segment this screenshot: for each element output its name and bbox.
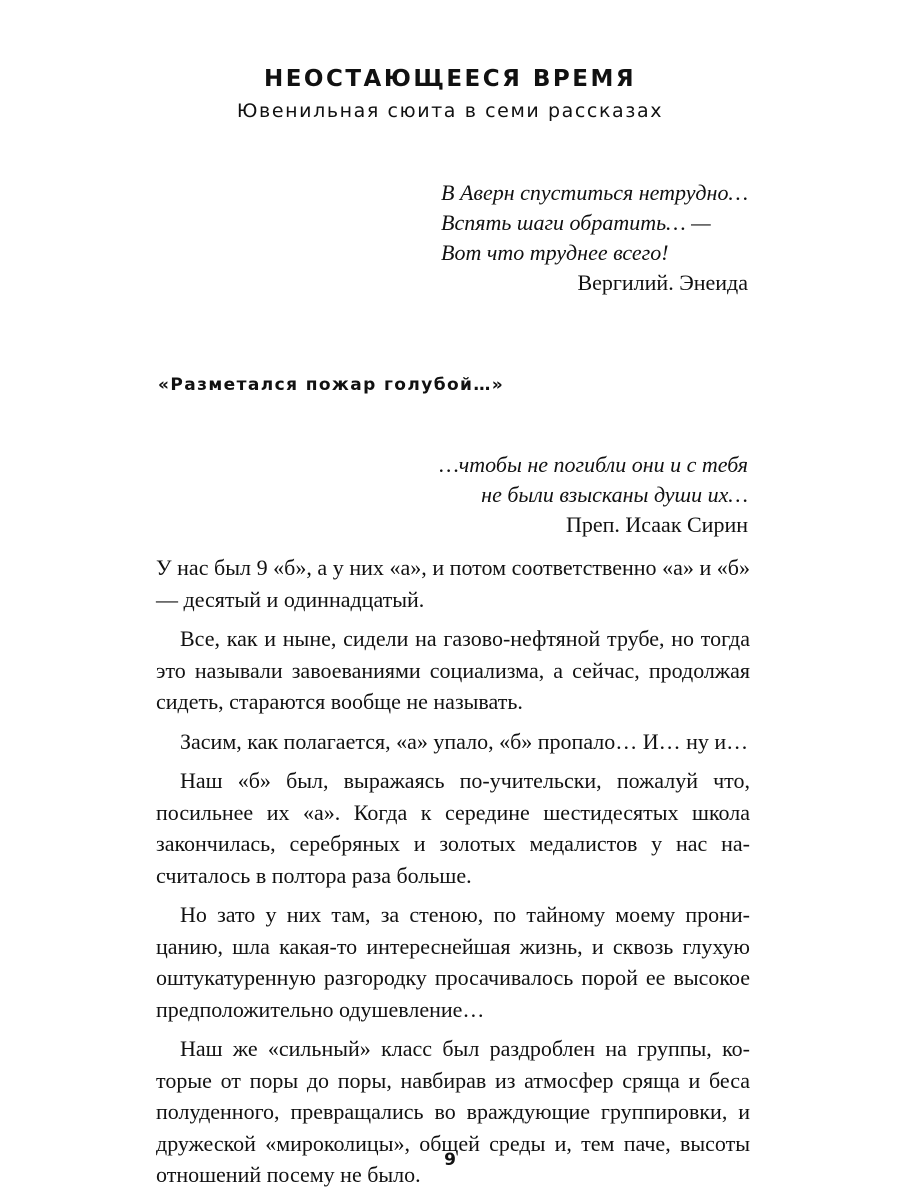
epigraph-line: не были взысканы души их…: [481, 482, 748, 507]
paragraph: Но зато у них там, за стеною, по тайному моему проницанию, шла какая-то интереснейшая жизнь, и сквозь глухую оштукатуренную разгородку просачивалось порой ее высокое предположительно одушевление…: [156, 902, 750, 1022]
epigraph-line: В Аверн спуститься нетрудно…: [441, 180, 748, 205]
book-subtitle: Ювенильная сюита в семи рассказах: [236, 100, 664, 122]
paragraph: Засим, как полагается, «а» упало, «б» пропало… И… ну и…: [180, 728, 749, 754]
paragraph: У нас был 9 «б», а у них «а», и потом соответственно «а» и «б» — десятый и одиннадцатый.: [156, 555, 750, 612]
epigraph-line: Вспять шаги обратить… —: [441, 210, 711, 235]
book-title: НЕОСТАЮЩЕЕСЯ ВРЕМЯ: [263, 66, 637, 92]
section-epigraph: [439, 450, 748, 540]
epigraph-attribution: Вергилий. Энеида: [577, 270, 748, 295]
epigraph-attribution: Преп. Исаак Сирин: [565, 512, 748, 537]
epigraph-line: …чтобы не погибли они и с тебя: [439, 452, 748, 477]
paragraph: Все, как и ныне, сидели на газово-нефтяной трубе, но тогда это называли завоеваниями социализма, а сейчас, продолжая сидеть, стараются вообще не называть.: [156, 626, 750, 714]
paragraph: Наш «б» был, выражаясь по-учительски, пожалуй что, посильнее их «а». Когда к середине шестидесятых школа закончилась, серебряных и золотых медалистов у нас насчиталось в полтора раза больше.: [156, 768, 750, 888]
section-title: «Разметался пожар голубой…»: [158, 375, 505, 395]
epigraph-line: Вот что труднее всего!: [441, 240, 669, 265]
body-text: [156, 552, 750, 1199]
main-epigraph: [441, 178, 748, 298]
paragraph: Наш же «сильный» класс был раздроблен на группы, которые от поры до поры, навбирав из атмосфер сряща и беса полуденного, превращались во враждующие группировки, и дружеской «мироколицы», общей среды и, тем паче, высоты отношений посему не было.: [156, 1036, 750, 1187]
page-number: 9: [444, 1150, 456, 1170]
